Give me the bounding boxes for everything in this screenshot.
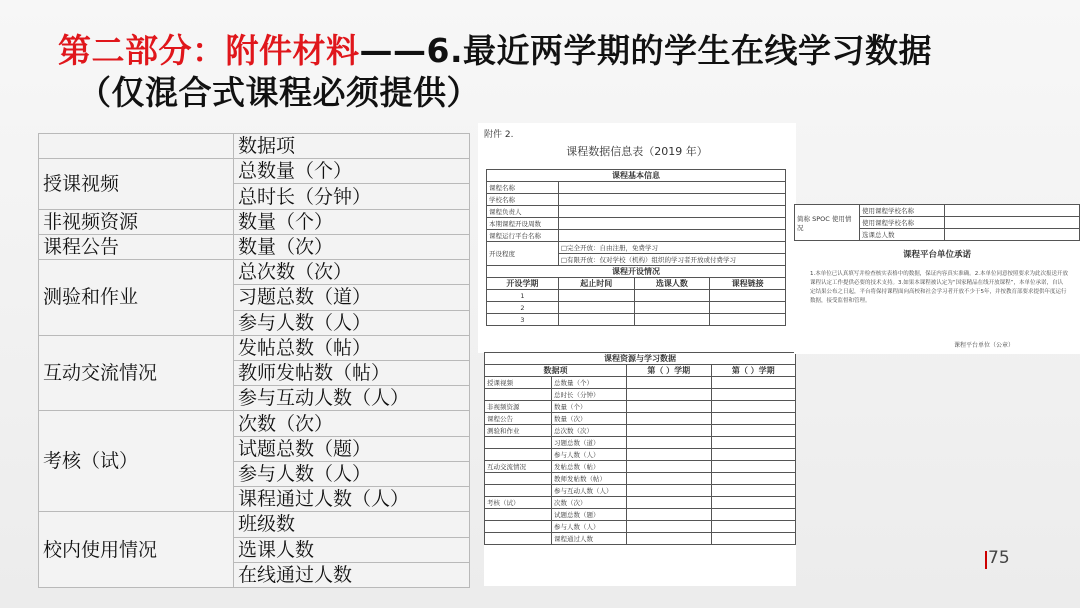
table-row bbox=[39, 159, 470, 184]
item-cell: 数量（次） bbox=[234, 234, 470, 259]
page-number-bar bbox=[985, 551, 987, 569]
category-cell bbox=[485, 389, 552, 401]
category-cell: 校内使用情况 bbox=[39, 512, 234, 588]
empty-cell bbox=[634, 290, 710, 302]
category-cell bbox=[485, 437, 552, 449]
empty-cell bbox=[711, 401, 796, 413]
category-cell: 课程公告 bbox=[39, 234, 234, 259]
table-row bbox=[485, 449, 796, 461]
empty-cell bbox=[711, 389, 796, 401]
header-empty-cell bbox=[39, 134, 234, 159]
resource-data-table bbox=[484, 352, 796, 545]
form-title: 课程数据信息表（2019 年） bbox=[566, 145, 708, 158]
table-row bbox=[485, 533, 796, 545]
table-row bbox=[485, 413, 796, 425]
empty-cell bbox=[627, 497, 712, 509]
row-index: 3 bbox=[487, 314, 559, 326]
category-cell bbox=[485, 449, 552, 461]
item-cell: 在线通过人数 bbox=[234, 562, 470, 587]
empty-cell bbox=[634, 302, 710, 314]
item-cell: 习题总数（道） bbox=[234, 285, 470, 310]
empty-cell bbox=[711, 485, 796, 497]
row-label: 课程名称 bbox=[487, 182, 559, 194]
item-cell: 试题总数（题） bbox=[552, 509, 627, 521]
table-row bbox=[487, 218, 786, 230]
category-cell bbox=[485, 533, 552, 545]
empty-cell bbox=[627, 485, 712, 497]
empty-cell bbox=[558, 290, 634, 302]
table-row bbox=[39, 512, 470, 537]
item-cell: 总数量（个） bbox=[234, 159, 470, 184]
category-cell: 测验和作业 bbox=[485, 425, 552, 437]
row-value bbox=[558, 206, 785, 218]
row-label: 课程运行平台名称 bbox=[487, 230, 559, 242]
category-cell: 授课视频 bbox=[39, 159, 234, 209]
category-cell: 考核（试） bbox=[485, 497, 552, 509]
column-header: 课程链接 bbox=[710, 278, 786, 290]
row-label: 使用课程学校名称 bbox=[860, 205, 945, 217]
table-row bbox=[485, 437, 796, 449]
empty-cell bbox=[945, 205, 1080, 217]
spoc-label: 简称 SPOC 使用情况 bbox=[795, 205, 860, 241]
empty-cell bbox=[710, 314, 786, 326]
table-row bbox=[39, 411, 470, 436]
empty-cell bbox=[627, 401, 712, 413]
table-row bbox=[487, 182, 786, 194]
item-cell: 参与互动人数（人） bbox=[552, 485, 627, 497]
commitment-title: 课程平台单位承诺 bbox=[902, 250, 971, 260]
empty-cell bbox=[711, 449, 796, 461]
title-line2: （仅混合式课程必须提供） bbox=[78, 73, 480, 112]
empty-cell bbox=[627, 533, 712, 545]
row-value bbox=[558, 218, 785, 230]
section-header: 课程基本信息 bbox=[487, 170, 786, 182]
title-red-part: 第二部分：附件材料 bbox=[58, 31, 360, 70]
item-cell: 总时长（分钟） bbox=[552, 389, 627, 401]
empty-cell bbox=[711, 473, 796, 485]
spoc-table bbox=[794, 204, 1080, 241]
open-label: 开设程度 bbox=[487, 242, 559, 266]
item-cell: 班级数 bbox=[234, 512, 470, 537]
table-row bbox=[487, 302, 786, 314]
item-cell: 课程通过人数（人） bbox=[234, 487, 470, 512]
basic-info-table bbox=[486, 169, 786, 326]
resource-data-form-image bbox=[484, 352, 796, 586]
item-cell: 次数（次） bbox=[234, 411, 470, 436]
item-cell: 参与人数（人） bbox=[234, 461, 470, 486]
empty-cell bbox=[711, 497, 796, 509]
empty-cell bbox=[711, 509, 796, 521]
item-cell: 数量（个） bbox=[234, 209, 470, 234]
course-info-form-image bbox=[478, 123, 796, 353]
table-row bbox=[485, 485, 796, 497]
table-row bbox=[487, 206, 786, 218]
table-row bbox=[485, 389, 796, 401]
attachment-label: 附件 2. bbox=[484, 130, 514, 140]
title-black-part: 6.最近两学期的学生在线学习数据 bbox=[426, 31, 932, 70]
empty-cell bbox=[627, 389, 712, 401]
item-cell: 试题总数（题） bbox=[234, 436, 470, 461]
table-row bbox=[487, 230, 786, 242]
empty-cell bbox=[711, 425, 796, 437]
table-row bbox=[487, 314, 786, 326]
category-cell: 考核（试） bbox=[39, 411, 234, 512]
item-cell: 总次数（次） bbox=[552, 425, 627, 437]
empty-cell bbox=[710, 302, 786, 314]
item-cell: 教师发帖数（帖） bbox=[552, 473, 627, 485]
empty-cell bbox=[711, 461, 796, 473]
item-cell: 总数量（个） bbox=[552, 377, 627, 389]
item-cell: 选课人数 bbox=[234, 537, 470, 562]
empty-cell bbox=[627, 473, 712, 485]
title-dash: —— bbox=[359, 31, 427, 70]
table-row bbox=[39, 335, 470, 360]
header-cell: 数据项 bbox=[234, 134, 470, 159]
column-header: 第（ ）学期 bbox=[627, 365, 712, 377]
empty-cell bbox=[627, 425, 712, 437]
empty-cell bbox=[710, 290, 786, 302]
item-cell: 参与互动人数（人） bbox=[234, 386, 470, 411]
column-header: 选课人数 bbox=[634, 278, 710, 290]
table-row bbox=[485, 377, 796, 389]
column-header: 第（ ）学期 bbox=[711, 365, 796, 377]
table-row bbox=[485, 425, 796, 437]
commitment-sign: 课程平台单位（公章） bbox=[954, 342, 1015, 349]
empty-cell bbox=[558, 302, 634, 314]
table-row bbox=[39, 209, 470, 234]
row-index: 2 bbox=[487, 302, 559, 314]
category-cell: 课程公告 bbox=[485, 413, 552, 425]
row-value bbox=[558, 182, 785, 194]
table-row bbox=[485, 497, 796, 509]
item-cell: 总次数（次） bbox=[234, 260, 470, 285]
table-row bbox=[485, 473, 796, 485]
table-row bbox=[485, 461, 796, 473]
category-cell bbox=[485, 521, 552, 533]
table-row bbox=[487, 290, 786, 302]
table-row bbox=[39, 260, 470, 285]
row-label: 使用课程学校名称 bbox=[860, 217, 945, 229]
empty-cell bbox=[945, 229, 1080, 241]
page-number: 75 bbox=[988, 548, 1010, 568]
empty-cell bbox=[627, 413, 712, 425]
table-row bbox=[39, 234, 470, 259]
item-cell: 数量（个） bbox=[552, 401, 627, 413]
row-index: 1 bbox=[487, 290, 559, 302]
empty-cell bbox=[627, 449, 712, 461]
category-cell bbox=[485, 485, 552, 497]
item-cell: 参与人数（人） bbox=[552, 521, 627, 533]
category-cell bbox=[485, 509, 552, 521]
data-items-table bbox=[38, 133, 470, 588]
category-cell: 非视频资源 bbox=[485, 401, 552, 413]
empty-cell bbox=[634, 314, 710, 326]
open-option: □有限开放：仅对学校（机构）组织的学习者开放或付费学习 bbox=[558, 254, 785, 266]
empty-cell bbox=[945, 217, 1080, 229]
empty-cell bbox=[711, 533, 796, 545]
table-row bbox=[487, 194, 786, 206]
row-label: 课程负责人 bbox=[487, 206, 559, 218]
item-cell: 参与人数（人） bbox=[552, 449, 627, 461]
empty-cell bbox=[711, 413, 796, 425]
table-row bbox=[485, 401, 796, 413]
section-header: 课程开设情况 bbox=[487, 266, 786, 278]
table-row bbox=[485, 521, 796, 533]
category-cell: 非视频资源 bbox=[39, 209, 234, 234]
column-header: 数据项 bbox=[485, 365, 627, 377]
open-option: □完全开放：自由注册，免费学习 bbox=[558, 242, 785, 254]
slide-title bbox=[58, 30, 1068, 114]
empty-cell bbox=[558, 314, 634, 326]
item-cell: 数量（次） bbox=[552, 413, 627, 425]
empty-cell bbox=[711, 437, 796, 449]
item-cell: 教师发帖数（帖） bbox=[234, 360, 470, 385]
empty-cell bbox=[627, 521, 712, 533]
empty-cell bbox=[711, 377, 796, 389]
item-cell: 习题总数（道） bbox=[552, 437, 627, 449]
row-label: 选课总人数 bbox=[860, 229, 945, 241]
empty-cell bbox=[627, 509, 712, 521]
row-value bbox=[558, 194, 785, 206]
item-cell: 参与人数（人） bbox=[234, 310, 470, 335]
section-header: 课程资源与学习数据 bbox=[485, 353, 796, 365]
category-cell: 互动交流情况 bbox=[485, 461, 552, 473]
category-cell bbox=[485, 473, 552, 485]
row-label: 学校名称 bbox=[487, 194, 559, 206]
empty-cell bbox=[627, 377, 712, 389]
category-cell: 互动交流情况 bbox=[39, 335, 234, 411]
platform-commitment-image bbox=[794, 204, 1080, 354]
commitment-paragraph: 1.本单位已认真填写并检查核实表格中的数据，保证内容真实准确。2.本单位同意按照要求为此次报送开放课程认定工作提供必要的技术支持。3.如果本课程被认定为“国家精品在线开放课程”，本单位承诺，自认定结果公布之日起，平台将保持课程面向高校和社会学习者开放不少于5年，并按教育部要求提供年度运行数据，接受监督和管理。 bbox=[810, 271, 1068, 304]
item-cell: 总时长（分钟） bbox=[234, 184, 470, 209]
table-row bbox=[485, 509, 796, 521]
empty-cell bbox=[627, 437, 712, 449]
item-cell: 课程通过人数 bbox=[552, 533, 627, 545]
category-cell: 测验和作业 bbox=[39, 260, 234, 336]
column-header: 开设学期 bbox=[487, 278, 559, 290]
item-cell: 发帖总数（帖） bbox=[234, 335, 470, 360]
row-label: 本期课程开设周数 bbox=[487, 218, 559, 230]
column-header: 起止时间 bbox=[558, 278, 634, 290]
table-row bbox=[795, 205, 1080, 217]
empty-cell bbox=[627, 461, 712, 473]
category-cell: 授课视频 bbox=[485, 377, 552, 389]
empty-cell bbox=[711, 521, 796, 533]
row-value bbox=[558, 230, 785, 242]
item-cell: 发帖总数（帖） bbox=[552, 461, 627, 473]
item-cell: 次数（次） bbox=[552, 497, 627, 509]
